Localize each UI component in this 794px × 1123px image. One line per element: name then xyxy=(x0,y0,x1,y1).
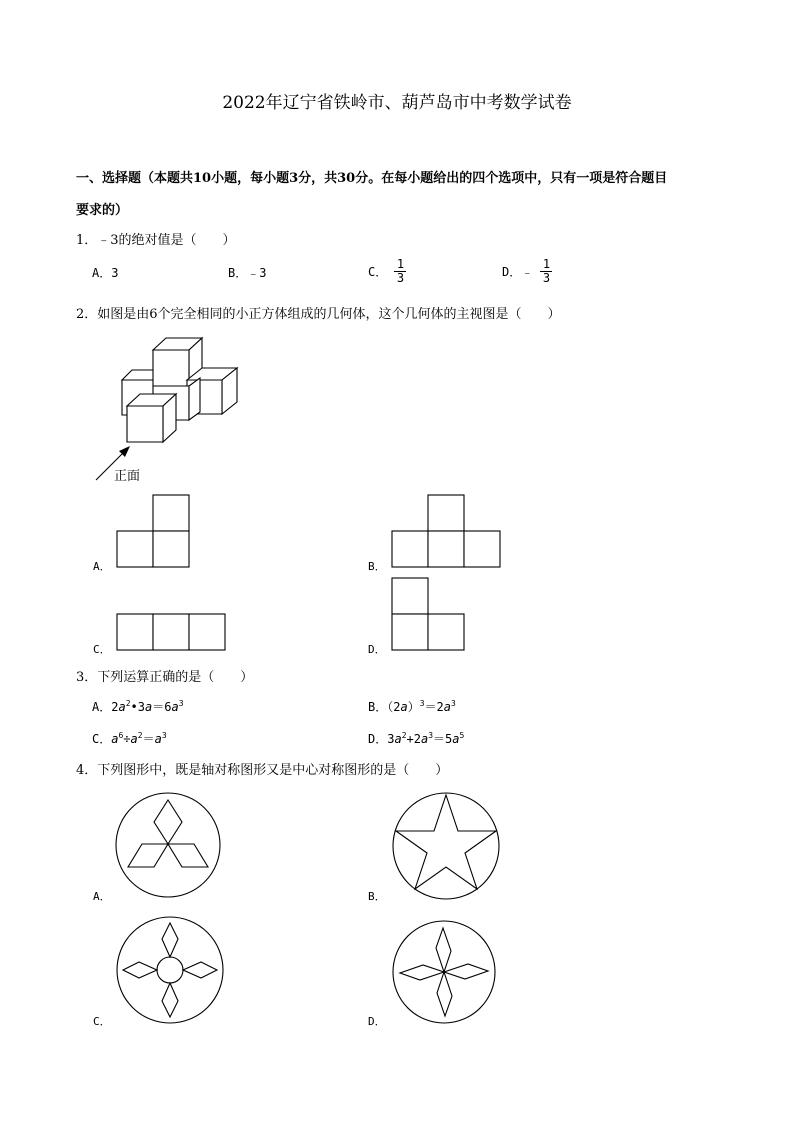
fraction-one-third: $\frac{1}{3}$ xyxy=(394,258,406,285)
question-4-stem: 4．下列图形中，既是轴对称图形又是中心对称图形的是（ ） xyxy=(76,763,449,778)
q3-option-c: C．$a^6\div a^2=a^3$ xyxy=(92,731,167,746)
q1-option-b: B．﹣3 xyxy=(228,266,267,280)
q1-option-a: A．3 xyxy=(92,266,119,280)
q4-option-a-label: A． xyxy=(93,890,111,903)
section-heading-cont: 要求的） xyxy=(76,203,129,218)
q4-option-d-figure xyxy=(391,918,499,1026)
q3-option-a: A．$2a^2•3a=6a^3$ xyxy=(92,699,184,714)
q2-option-d-figure xyxy=(392,577,467,652)
q2-option-d-label: D． xyxy=(368,643,386,656)
q3-option-b: B．$(2a)^3=2a^3$ xyxy=(368,699,456,714)
q4-option-b-label: B． xyxy=(368,890,386,903)
section-heading: 一、选择题（本题共10小题，每小题3分，共30分。在每小题给出的四个选项中，只有一项是符合题目 xyxy=(76,171,668,186)
q3-option-d: D．$3a^2+2a^3=5a^5$ xyxy=(368,731,465,746)
question-1-stem: 1．﹣3的绝对值是（ ） xyxy=(76,233,236,248)
q2-option-b-label: B． xyxy=(368,560,386,573)
question-3-stem: 3．下列运算正确的是（ ） xyxy=(76,670,254,685)
q4-option-a-figure xyxy=(115,792,225,902)
fraction-one-third: $\frac{1}{3}$ xyxy=(540,258,552,285)
q2-option-a-label: A． xyxy=(93,560,111,573)
q2-option-c-figure xyxy=(117,613,229,653)
q2-option-a-figure xyxy=(117,494,192,569)
q4-option-d-label: D． xyxy=(368,1015,386,1028)
q2-option-c-label: C． xyxy=(93,643,111,656)
page-title: 2022年辽宁省铁岭市、葫芦岛市中考数学试卷 xyxy=(222,93,572,113)
q1-option-d: D．﹣ $\frac{1}{3}$ xyxy=(502,258,552,285)
q4-option-c-figure xyxy=(115,915,225,1025)
front-view-label: 正面 xyxy=(114,469,141,484)
q4-option-c-label: C． xyxy=(93,1015,111,1028)
question-2-stem: 2．如图是由6个完全相同的小正方体组成的几何体，这个几何体的主视图是（ ） xyxy=(76,307,561,322)
q1-option-c: C． $\frac{1}{3}$ xyxy=(368,258,406,285)
q4-option-b-figure xyxy=(391,790,503,902)
q2-option-b-figure xyxy=(392,494,504,569)
